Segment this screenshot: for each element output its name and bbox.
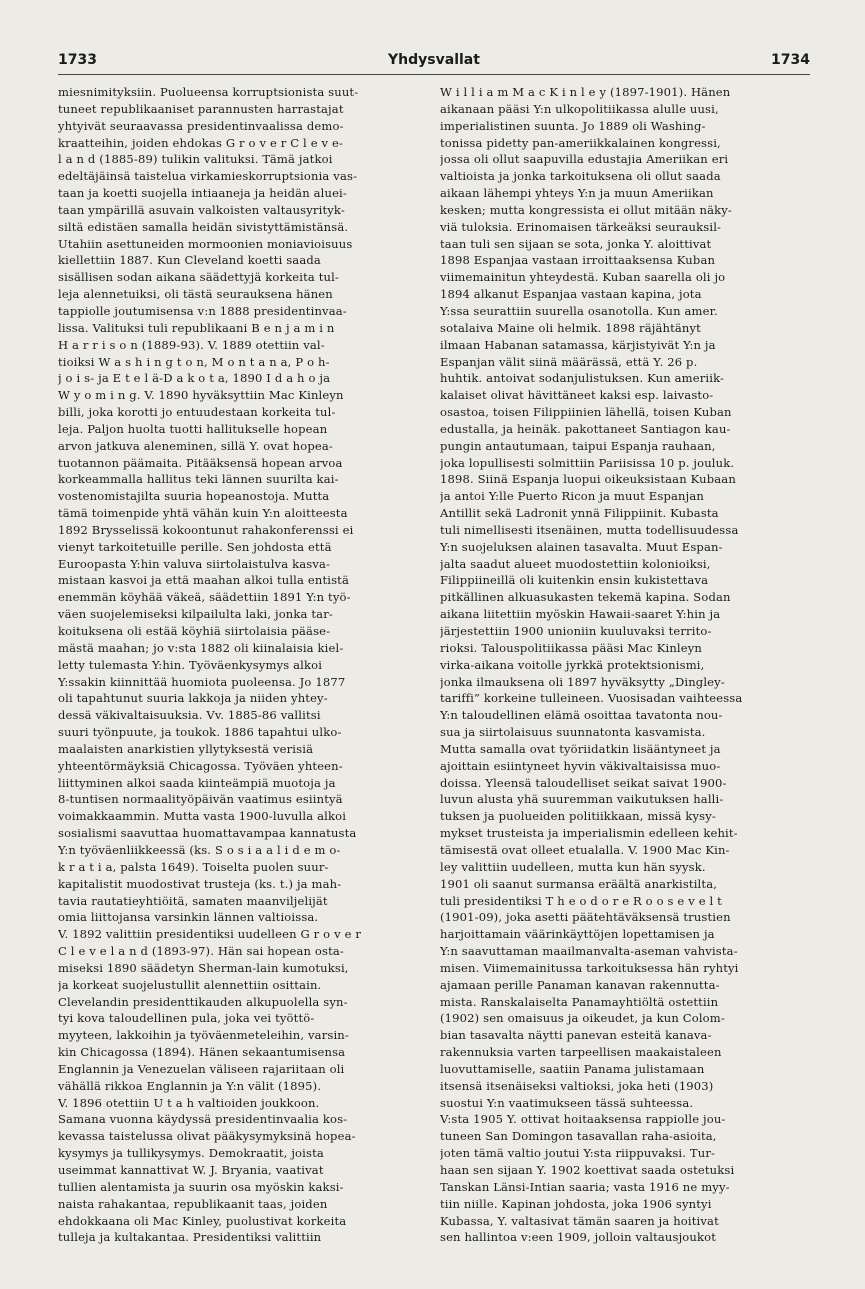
- text-line: ajoittain esiintyneet hyvin väkivaltaisissa muo-: [440, 758, 721, 773]
- text-line: viimemainitun yhteydestä. Kuban saarella oli jo: [440, 270, 726, 285]
- text-line: V. 1892 valittiin presidentiksi uudelleen G r o v e r: [58, 927, 362, 942]
- header-rule: [58, 74, 810, 75]
- text-line: H a r r i s o n (1889-93). V. 1889 otettiin val-: [58, 337, 325, 352]
- text-line: tuli nimellisesti itsenäinen, mutta todellisuudessa: [440, 522, 739, 537]
- running-title: Yhdysvallat: [388, 52, 480, 68]
- text-line: harjoittamain väärinkäyttöjen lopettamisen ja: [440, 927, 715, 942]
- text-line: lissa. Valituksi tuli republikaani B e n j a m i n: [58, 320, 335, 335]
- text-line: V. 1896 otettiin U t a h valtioiden joukkoon.: [58, 1095, 320, 1110]
- text-line: tuli presidentiksi T h e o d o r e R o o s e v e l t: [440, 893, 722, 908]
- text-line: rakennuksia varten tarpeellisen maakaistaleen: [440, 1045, 722, 1060]
- text-line: liittyminen alkoi saada kiinteämpiä muotoja ja: [58, 775, 336, 790]
- text-line: ja korkeat suojelustullit alennettiin osittain.: [58, 977, 322, 992]
- text-line: tyi kova taloudellinen pula, joka vei työttö-: [58, 1011, 315, 1026]
- text-line: korkeammalla hallitus teki lännen suurilta kai-: [58, 472, 339, 487]
- text-line: 1898. Siinä Espanja luopui oikeuksistaan Kubaan: [440, 472, 736, 487]
- text-line: tioiksi W a s h i n g t o n, M o n t a n a, P o h-: [58, 354, 330, 369]
- text-line: luvun alusta yhä suuremman vaikutuksen halli-: [440, 792, 724, 807]
- text-line: useimmat kannattivat W. J. Bryania, vaativat: [58, 1163, 324, 1177]
- text-line: ja antoi Y:lle Puerto Ricon ja muut Espanjan: [440, 489, 704, 504]
- text-line: Espanjan välit siinä määrässä, että Y. 26 p.: [440, 354, 698, 369]
- text-line: Clevelandin presidenttikauden alkupuolella syn-: [58, 994, 348, 1009]
- text-line: tavia rautatieyhtiöitä, samaten maanviljelijät: [58, 893, 328, 908]
- text-line: tonissa pidetty pan-ameriikkalainen kongressi,: [440, 135, 721, 150]
- text-line: taan ja koetti suojella intiaaneja ja heidän aluei-: [58, 186, 347, 201]
- text-line: imperialistinen suunta. Jo 1889 oli Washing-: [440, 118, 706, 133]
- text-line: tuksen ja puolueiden politiikkaan, missä kysy-: [440, 809, 716, 824]
- text-line: ley valittiin uudelleen, mutta kun hän syysk.: [440, 859, 706, 874]
- text-line: viä tuloksia. Erinomaisen tärkeäksi seurauksil-: [440, 219, 722, 234]
- text-line: miseksi 1890 säädetyn Sherman-lain kumotuksi,: [58, 960, 349, 975]
- text-line: Mutta samalla ovat työriidatkin lisääntyneet ja: [440, 741, 721, 756]
- text-line: kysymys ja tullikysymys. Demokraatit, joista: [58, 1146, 324, 1161]
- text-line: aikanaan pääsi Y:n ulkopolitiikassa alulle uusi,: [440, 101, 719, 116]
- text-line: leja. Paljon huolta tuotti hallitukselle hopean: [58, 421, 328, 436]
- left-column: [58, 84, 428, 1246]
- text-line: Y:n taloudellinen elämä osoittaa tavatonta nou-: [440, 708, 723, 723]
- text-line: huhtik. antoivat sodanjulistuksen. Kun ameriik-: [440, 371, 725, 386]
- text-line: oli tapahtunut suuria lakkoja ja niiden yhtey-: [58, 691, 328, 706]
- text-line: väen suojelemiseksi kilpailulta laki, jonka tar-: [58, 607, 333, 622]
- text-line: (1902) sen omaisuus ja oikeudet, ja kun Colom-: [440, 1011, 725, 1026]
- text-line: naista rahakantaa, republikaanit taas, joiden: [58, 1196, 328, 1211]
- text-line: leja alennetuiksi, oli tästä seurauksena hänen: [58, 287, 333, 302]
- text-line: k r a t i a, palsta 1649). Toiselta puolen suur-: [58, 859, 329, 874]
- text-line: yhteentörmäyksiä Chicagossa. Työväen yhteen-: [58, 758, 343, 773]
- text-line: l a n d (1885-89) tulikin valituksi. Tämä jatkoi: [58, 152, 333, 167]
- text-line: tuotannon päämaita. Pitääksensä hopean arvoa: [58, 455, 343, 470]
- text-line: haan sen sijaan Y. 1902 koettivat saada ostetuksi: [440, 1163, 735, 1177]
- text-line: voimakkaammin. Mutta vasta 1900-luvulla alkoi: [58, 809, 347, 824]
- text-line: ehdokkaana oli Mac Kinley, puolustivat korkeita: [58, 1213, 347, 1228]
- text-line: vähällä rikkoa Englannin ja Y:n välit (1895).: [58, 1078, 322, 1093]
- text-line: mista. Ranskalaiselta Panamayhtiöltä ostettiin: [440, 994, 719, 1009]
- text-line: tappiolle joutumisensa v:n 1888 presidentinvaa-: [58, 303, 347, 318]
- text-line: 1901 oli saanut surmansa eräältä anarkistilta,: [440, 876, 718, 891]
- right-column: [440, 84, 810, 1246]
- text-line: tämä toimenpide yhtä vähän kuin Y:n aloitteesta: [58, 506, 348, 521]
- text-line: vostenomistajilta suuria hopeanostoja. Mutta: [58, 489, 330, 504]
- text-line: dessä väkivaltaisuuksia. Vv. 1885-86 vallitsi: [58, 708, 321, 723]
- text-line: Y:ssa seurattiin suurella osanotolla. Kun amer.: [440, 303, 718, 318]
- text-line: W i l l i a m M a c K i n l e y (1897-1901). Hänen: [440, 85, 731, 99]
- text-line: misen. Viimemainitussa tarkoituksessa hän ryhtyi: [440, 960, 739, 975]
- page-number-right: 1734: [771, 52, 810, 68]
- text-line: Englannin ja Venezuelan väliseen rajariitaan oli: [58, 1061, 345, 1076]
- text-line: Utahiin asettuneiden mormoonien moniavioisuus: [58, 236, 353, 251]
- text-line: pungin antautumaan, taipui Espanja rauhaan,: [440, 438, 716, 453]
- text-line: virka-aikana voitolle jyrkkä protektsionismi,: [440, 657, 705, 672]
- text-line: Y:n suojeluksen alainen tasavalta. Muut Espan-: [440, 539, 723, 554]
- text-line: kraatteihin, joiden ehdokas G r o v e r C l e v e-: [58, 135, 344, 150]
- text-line: tämisestä ovat olleet etualalla. V. 1900 Mac Kin-: [440, 842, 730, 857]
- text-line: pitkällinen alkuasukasten tekemä kapina. Sodan: [440, 590, 731, 605]
- text-line: letty tulemasta Y:hin. Työväenkysymys alkoi: [58, 657, 323, 672]
- text-line: myyteen, lakkoihin ja työväenmeteleihin, varsin-: [58, 1028, 349, 1043]
- text-line: ilmaan Habanan satamassa, kärjistyivät Y:n ja: [440, 337, 716, 352]
- text-line: kapitalistit muodostivat trusteja (ks. t.) ja mah-: [58, 876, 342, 891]
- text-line: V:sta 1905 Y. ottivat hoitaaksensa rappiolle jou-: [440, 1112, 726, 1127]
- text-line: Filippiineillä oli kuitenkin ensin kukistettava: [440, 573, 709, 588]
- text-line: edustalla, ja heinäk. pakottaneet Santiagon kau-: [440, 421, 731, 436]
- text-line: sosialismi saavuttaa huomattavampaa kannatusta: [58, 826, 357, 841]
- text-line: tullien alentamista ja suurin osa myöskin kaksi-: [58, 1179, 344, 1194]
- text-line: Y:n työväenliikkeessä (ks. S o s i a a l i d e m o-: [58, 842, 341, 857]
- text-line: (1901-09), joka asetti päätehtäväksensä trustien: [440, 910, 731, 925]
- text-line: Y:ssakin kiinnittää huomiota puoleensa. Jo 1877: [58, 674, 346, 689]
- text-line: valtioista ja jonka tarkoituksena oli ollut saada: [440, 169, 721, 184]
- text-line: mästä maahan; jo v:sta 1882 oli kiinalaisia kiel-: [58, 640, 344, 655]
- text-line: aikaan lähempi yhteys Y:n ja muun Ameriikan: [440, 186, 714, 201]
- text-line: jalta saadut alueet muodostettiin kolonioiksi,: [440, 556, 711, 571]
- text-line: koituksena oli estää köyhiä siirtolaisia pääse-: [58, 624, 331, 638]
- text-line: W y o m i n g. V. 1890 hyväksyttiin Mac Kinleyn: [58, 388, 344, 403]
- text-line: 1894 alkanut Espanjaa vastaan kapina, jota: [440, 287, 702, 302]
- text-line: Y:n saavuttaman maailmanvalta-aseman vahvista-: [440, 944, 738, 959]
- text-line: rioksi. Talouspolitiikassa pääsi Mac Kinleyn: [440, 640, 702, 655]
- text-line: 1892 Brysselissä kokoontunut rahakonferenssi ei: [58, 522, 354, 537]
- text-line: billi, joka korotti jo entuudestaan korkeita tul-: [58, 405, 336, 420]
- text-line: kin Chicagossa (1894). Hänen sekaantumisensa: [58, 1045, 346, 1060]
- text-line: taan tuli sen sijaan se sota, jonka Y. aloittivat: [440, 236, 712, 251]
- text-line: kevassa taistelussa olivat pääkysymyksinä hopea-: [58, 1129, 356, 1144]
- text-line: tuneet republikaaniset parannusten harrastajat: [58, 101, 344, 116]
- text-line: tariffi” korkeine tulleineen. Vuosisadan vaihteessa: [440, 691, 743, 706]
- text-line: sua ja siirtolaisuus suunnatonta kasvamista.: [440, 725, 706, 740]
- text-line: j o i s- ja E t e l ä-D a k o t a, 1890 I d a h o ja: [58, 371, 331, 386]
- text-line: sisällisen sodan aikana säädettyjä korkeita tul-: [58, 270, 339, 285]
- text-line: arvon jatkuva aleneminen, sillä Y. ovat hopea-: [58, 438, 333, 453]
- text-line: siltä edistäen samalla heidän sivistyttämistänsä.: [58, 219, 349, 234]
- text-line: joten tämä valtio joutui Y:sta riippuvaksi. Tur-: [440, 1146, 716, 1161]
- text-line: mykset trusteista ja imperialismin edelleen kehit-: [440, 826, 738, 841]
- text-line: suuri työnpuute, ja toukok. 1886 tapahtui ulko-: [58, 725, 342, 740]
- text-line: jossa oli ollut saapuvilla edustajia Ameriikan eri: [440, 152, 729, 167]
- text-line: Kubassa, Y. valtasivat tämän saaren ja hoitivat: [440, 1213, 719, 1228]
- text-line: Samana vuonna käydyssä presidentinvaalia kos-: [58, 1112, 348, 1127]
- text-line: osastoa, toisen Filippiinien lähellä, toisen Kuban: [440, 405, 732, 420]
- text-line: 8-tuntisen normaalityöpäivän vaatimus esiintyä: [58, 792, 343, 807]
- text-line: tiin niille. Kapinan johdosta, joka 1906 syntyi: [440, 1196, 712, 1211]
- text-line: maalaisten anarkistien yllytyksestä verisiä: [58, 741, 314, 756]
- text-line: vienyt tarkoitetuille perille. Sen johdosta että: [58, 539, 332, 554]
- text-line: ajamaan perille Panaman kanavan rakennutta-: [440, 977, 720, 992]
- text-line: kiellettiin 1887. Kun Cleveland koetti saada: [58, 253, 321, 268]
- text-line: 1898 Espanjaa vastaan irroittaaksensa Kuban: [440, 253, 716, 268]
- text-line: taan ympärillä asuvain valkoisten valtausyrityk-: [58, 202, 345, 217]
- text-line: Tanskan Länsi-Intian saaria; vasta 1916 ne myy-: [440, 1179, 730, 1194]
- text-line: suostui Y:n vaatimukseen tässä suhteessa.: [440, 1095, 694, 1110]
- text-line: sotalaiva Maine oli helmik. 1898 räjähtänyt: [440, 320, 701, 335]
- text-line: kesken; mutta kongressista ei ollut mitään näky-: [440, 202, 732, 217]
- text-line: edeltäjäinsä taistelua virkamieskorruptsionia vas-: [58, 169, 358, 184]
- page-header: [58, 52, 810, 74]
- text-line: tuneen San Domingon tasavallan raha-asioita,: [440, 1129, 717, 1144]
- text-line: joka lopullisesti solmittiin Pariisissa 10 p. jouluk.: [440, 455, 735, 470]
- text-line: tulleja ja kultakantaa. Presidentiksi valittiin: [58, 1230, 322, 1245]
- text-line: bian tasavalta näytti panevan esteitä kanava-: [440, 1028, 712, 1043]
- text-line: järjestettiin 1900 unioniin kuuluvaksi territo-: [440, 624, 712, 638]
- text-line: C l e v e l a n d (1893-97). Hän sai hopean osta-: [58, 944, 344, 959]
- text-line: Euroopasta Y:hin valuva siirtolaistulva kasva-: [58, 556, 331, 571]
- text-line: mistaan kasvoi ja että maahan alkoi tulla entistä: [58, 573, 349, 588]
- text-line: Antillit sekä Ladronit ynnä Filippiinit. Kubasta: [440, 506, 719, 521]
- text-line: omia liittojansa varsinkin lännen valtioissa.: [58, 910, 319, 925]
- text-line: jonka ilmauksena oli 1897 hyväksytty „Dingley-: [440, 674, 725, 689]
- text-line: doissa. Yleensä taloudelliset seikat saivat 1900-: [440, 775, 727, 790]
- text-line: sen hallintoa v:een 1909, jolloin valtausjoukot: [440, 1230, 717, 1245]
- text-line: aikana liitettiin myöskin Hawaii-saaret Y:hin ja: [440, 607, 721, 622]
- text-line: miesnimityksiin. Puolueensa korruptsionista suut-: [58, 85, 359, 99]
- text-line: enemmän köyhää väkeä, säädettiin 1891 Y:n työ-: [58, 590, 351, 605]
- page-number-left: 1733: [58, 52, 97, 68]
- text-line: yhtyivät seuraavassa presidentinvaalissa demo-: [58, 118, 344, 133]
- text-line: itsensä itsenäiseksi valtioksi, joka heti (1903): [440, 1078, 714, 1093]
- text-line: kalaiset olivat hävittäneet kaksi esp. laivasto-: [440, 388, 714, 403]
- text-line: luovuttamiselle, saatiin Panama julistamaan: [440, 1061, 705, 1076]
